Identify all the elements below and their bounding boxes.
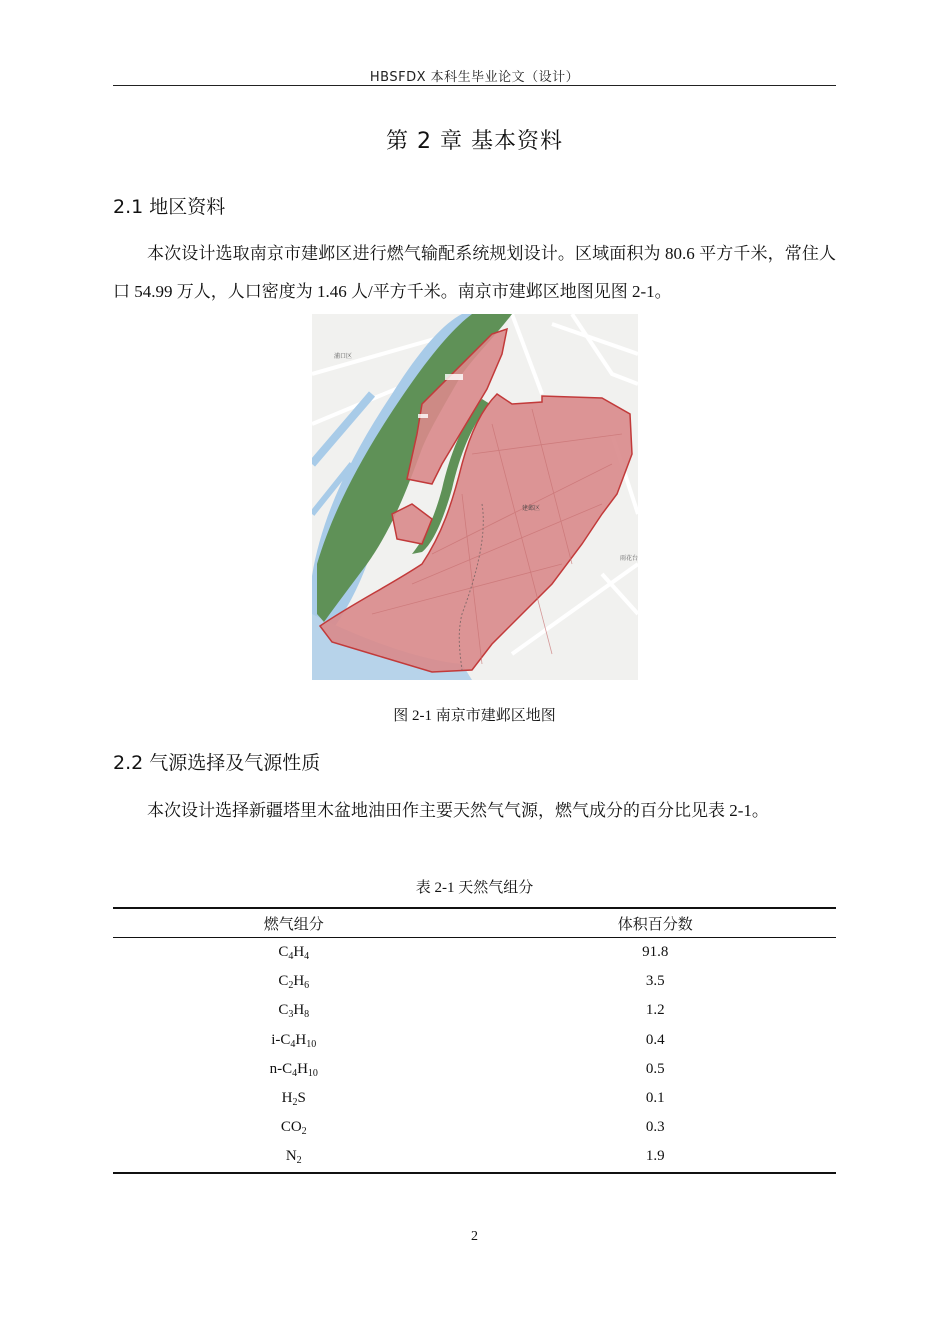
table-caption: 表 2-1 天然气组分 [415, 880, 534, 896]
table-row [113, 938, 836, 968]
header-rule [113, 85, 836, 86]
map-label-yuhuatai: 雨花台 [620, 555, 638, 562]
chapter-title: 第 2 章 基本资料 [386, 129, 563, 154]
section-heading-2-2: 2.2 气源选择及气源性质 [113, 752, 321, 774]
table-row [113, 1113, 836, 1142]
jianye-district-map [312, 314, 638, 680]
table-body [113, 938, 836, 1173]
table-cell-volume-percent: 1.2 [645, 1002, 665, 1019]
table-header-component: 燃气组分 [113, 908, 475, 938]
table-cell-volume-percent: 0.1 [645, 1090, 665, 1107]
table-row [113, 1026, 836, 1055]
page-number: 2 [471, 1229, 478, 1244]
table-cell-component: $C_4H_4$ [278, 944, 310, 963]
table-cell-component: $H_2S$ [281, 1090, 306, 1109]
table-cell-component: $CO_2$ [280, 1119, 307, 1138]
table-cell-volume-percent: 1.9 [475, 1142, 837, 1172]
table-cell-volume-percent: 0.3 [645, 1119, 665, 1136]
table-row [113, 967, 836, 996]
map-label-pukou: 浦口区 [334, 353, 353, 360]
map-label-jianye: 建邺区 [522, 505, 541, 512]
table-cell-component: $N_2$ [113, 1142, 475, 1172]
section-heading-2-1: 2.1 地区资料 [113, 196, 226, 218]
section-2-2-paragraph: 本次设计选择新疆塔里木盆地油田作主要天然气气源，燃气成分的百分比见表 2-1。 [147, 801, 769, 820]
table-header-volume-percent: 体积百分数 [475, 908, 837, 938]
gas-composition-table [113, 907, 836, 1174]
table-row [113, 1055, 836, 1084]
table-cell-component: $C_3H_8$ [278, 1002, 310, 1021]
table-cell-volume-percent: 3.5 [645, 973, 665, 990]
table-cell-component: $C_2H_6$ [278, 973, 310, 992]
table-cell-volume-percent: 0.4 [645, 1031, 665, 1048]
page-header: HBSFDX 本科生毕业论文（设计） [369, 70, 580, 85]
table-row [113, 1084, 836, 1113]
table-cell-component: $n-C_4H_{10}$ [269, 1060, 318, 1079]
table-cell-component: $i-C_4H_{10}$ [271, 1031, 317, 1050]
figure-caption: 图 2-1 南京市建邺区地图 [393, 708, 556, 724]
table-row [113, 1142, 836, 1172]
section-2-1-paragraph: 本次设计选取南京市建邺区进行燃气输配系统规划设计。区域面积为 80.6 平方千米，常住人口 54.99 万人，人口密度为 1.46 人/平方千米。南京市建邺区地图见图 2-1。 [113, 244, 836, 301]
table-row [113, 996, 836, 1025]
table-cell-volume-percent: 0.5 [645, 1060, 665, 1077]
table-cell-volume-percent: 91.8 [642, 944, 669, 961]
